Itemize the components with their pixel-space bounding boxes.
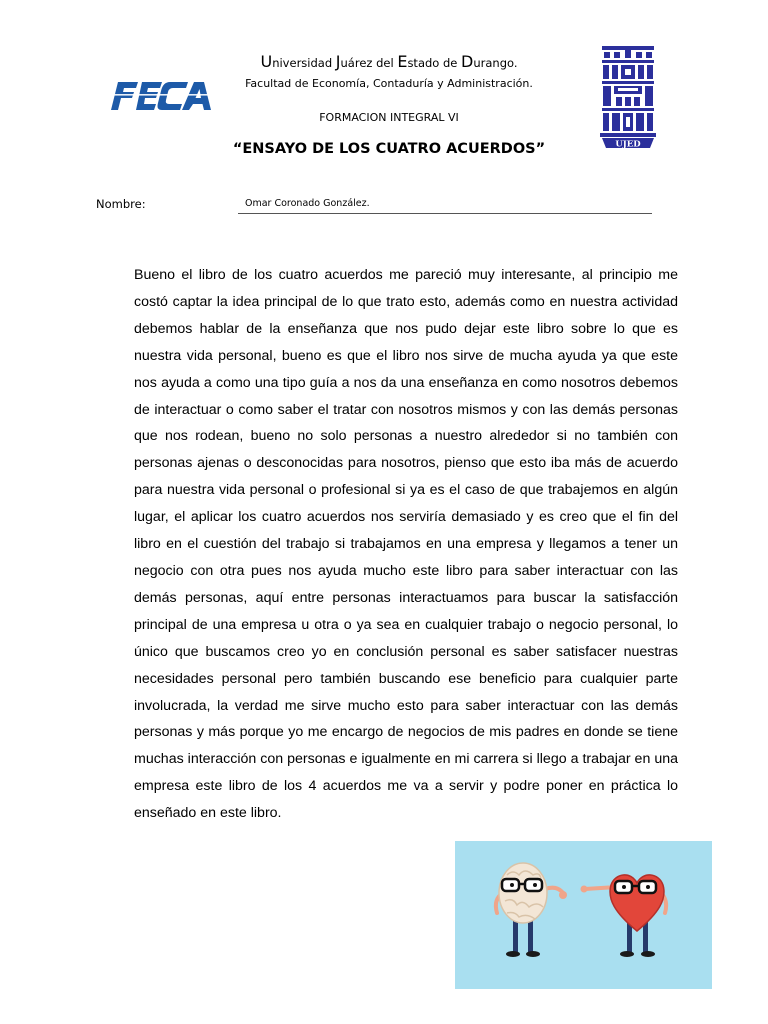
name-underline (238, 213, 652, 214)
university-name: Universidad Juárez del Estado de Durango. (260, 52, 518, 71)
essay-title: “ENSAYO DE LOS CUATRO ACUERDOS” (232, 141, 546, 157)
name-label: Nombre: (96, 197, 146, 211)
course-name: FORMACION INTEGRAL VI (319, 111, 459, 124)
brain-heart-illustration (455, 841, 712, 989)
feca-logo (110, 80, 212, 112)
student-name: Omar Coronado González. (245, 198, 370, 209)
ujed-crest-logo (600, 44, 656, 148)
svg-text:UJED: UJED (615, 139, 641, 148)
faculty-name: Facultad de Economía, Contaduría y Administración. (245, 77, 533, 90)
essay-body: Bueno el libro de los cuatro acuerdos me pareció muy interesante, al principio me costó captar la idea principal de lo que trato esto, además como en nuestra actividad debemos hablar de la enseñanza que nos pudo dejar este libro sobre lo que es nuestra vida personal, bueno es que el libro nos sirve de mucha ayuda ya que este nos ayuda a como una tipo guía a nos da una enseñanza en como nosotros debemos de interactuar o como saber el tratar con nosotros mismos y con las demás personas que nos rodean, bueno no solo personas a nuestro alrededor si no también con personas ajenas o desconocidas para nosotros, pienso que esto iba más de acuerdo para nuestra vida personal o profesional si ya es el caso de que trabajemos en algún lugar, el aplicar los cuatro acuerdos nos serviría demasiado y es creo que el fin del libro en el cuestión del trabajo si trabajamos en una empresa y llegamos a tener un negocio con otra pues nos ayuda mucho este libro para saber interactuar con las demás personas, aquí entre personas interactuamos para buscar la satisfacción principal de una empresa u otra o ya sea en cualquier trabajo o negocio personal, lo único que buscamos creo yo en conclusión personal es saber satisfacer nuestras necesidades personal pero también buscando ese beneficio para cualquier parte involucrada, la verdad me sirve mucho esto para saber interactuar con las demás personas y más porque yo me encargo de negocios de mis padres en donde se tiene muchas interacción con personas e igualmente en mi carrera si llego a trabajar en una empresa este libro de los 4 acuerdos me va a servir y podre poner en práctica lo enseñado en este libro. (134, 267, 678, 822)
